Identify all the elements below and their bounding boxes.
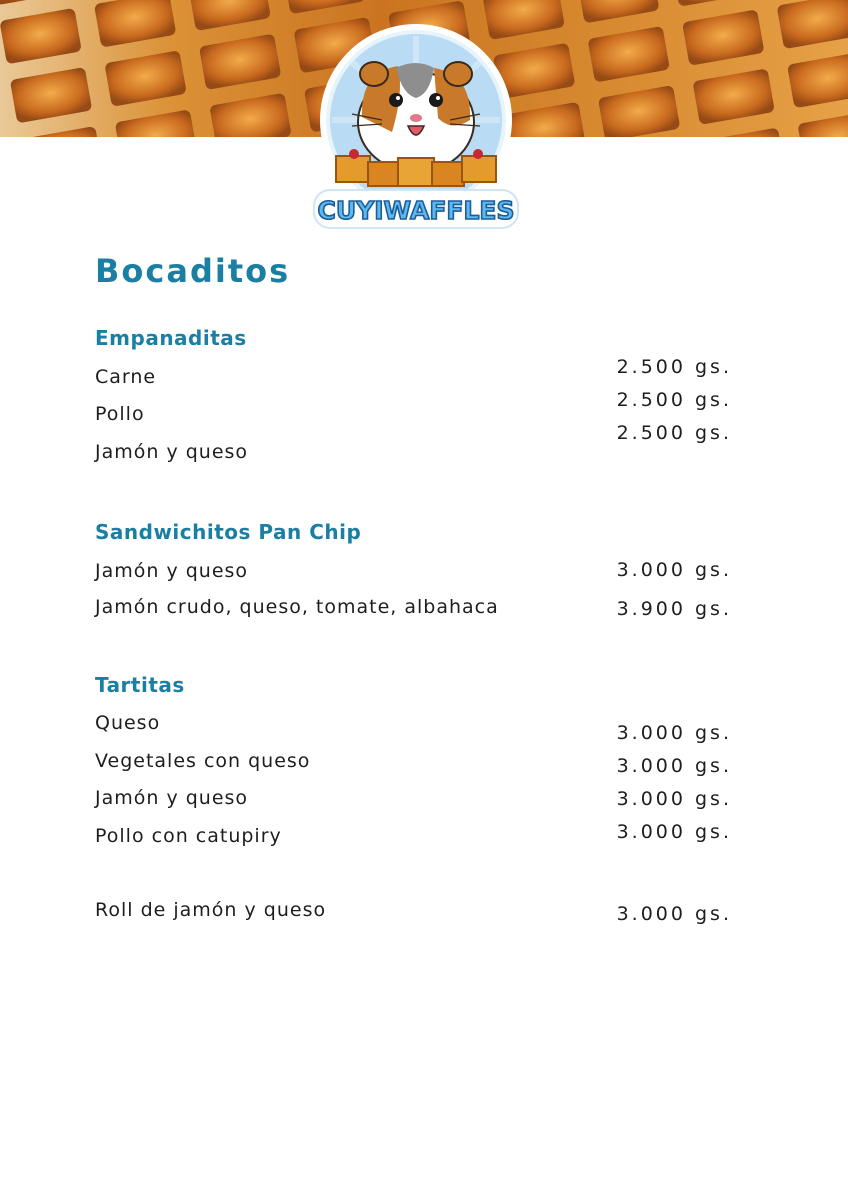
menu-item-name: Carne: [95, 366, 157, 388]
section-heading: Tartitas: [95, 673, 185, 697]
menu-item-name: Roll de jamón y queso: [95, 899, 327, 921]
menu-item-name: Jamón y queso: [95, 787, 249, 809]
logo-text: CUYIWAFFLES: [317, 196, 515, 225]
menu-item-name: Pollo: [95, 403, 145, 425]
menu-item-price: 3.000 gs.: [616, 722, 732, 744]
menu-item-name: Vegetales con queso: [95, 750, 311, 772]
menu-item-price: 3.000 gs.: [616, 559, 732, 581]
menu-item-price: 3.000 gs.: [616, 821, 732, 843]
menu-item-price: 3.000 gs.: [616, 755, 732, 777]
section-heading: Sandwichitos Pan Chip: [95, 520, 362, 544]
menu-item-name: Jamón y queso: [95, 441, 249, 463]
menu-item-price: 2.500 gs.: [616, 422, 732, 444]
menu-item-price: 3.000 gs.: [616, 788, 732, 810]
page-title: Bocaditos: [95, 252, 291, 290]
menu-item-name: Jamón y queso: [95, 560, 249, 582]
menu-item-price: 3.900 gs.: [616, 598, 732, 620]
menu-item-price: 2.500 gs.: [616, 356, 732, 378]
menu-item-name: Jamón crudo, queso, tomate, albahaca: [95, 596, 499, 618]
menu-item-name: Queso: [95, 712, 161, 734]
menu-item-price: 3.000 gs.: [616, 903, 732, 925]
menu-item-name: Pollo con catupiry: [95, 825, 282, 847]
section-heading: Empanaditas: [95, 326, 247, 350]
menu-item-price: 2.500 gs.: [616, 389, 732, 411]
cuyiwaffles-logo: [312, 22, 520, 232]
